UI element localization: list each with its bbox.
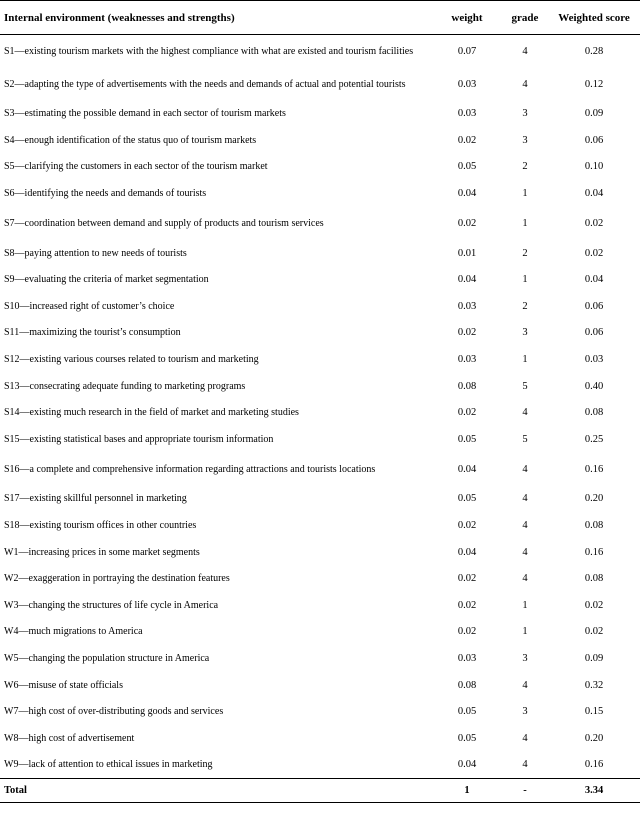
table-row	[0, 266, 640, 293]
grade-cell: 4	[522, 732, 528, 744]
weight-cell: 0.03	[457, 108, 477, 120]
table-row	[0, 725, 640, 752]
weight-cell: 0.02	[457, 573, 477, 585]
table-row	[0, 320, 640, 347]
score-cell: 0.12	[584, 78, 604, 90]
weight-cell: 0.02	[457, 407, 477, 419]
grade-cell: 4	[522, 759, 528, 771]
grade-cell: 1	[522, 354, 528, 366]
weight-cell: 0.02	[457, 217, 477, 229]
grade-cell: 4	[522, 679, 528, 691]
header-grade: grade	[511, 11, 539, 24]
score-cell: 0.28	[584, 45, 604, 57]
factor-cell: S3—estimating the possible demand in each sector of tourism markets	[4, 108, 286, 120]
weight-cell: 0.03	[457, 354, 477, 366]
grade-cell: 1	[522, 274, 528, 286]
grade-cell: 1	[522, 626, 528, 638]
weight-cell: 0.05	[457, 732, 477, 744]
factor-cell: S11—maximizing the tourist’s consumption	[4, 327, 181, 339]
weight-cell: 0.04	[457, 546, 477, 558]
weight-cell: 0.08	[457, 380, 477, 392]
factor-cell: S13—consecrating adequate funding to marketing programs	[4, 380, 246, 392]
score-cell: 0.20	[584, 732, 604, 744]
total-weight: 1	[464, 784, 470, 796]
grade-cell: 5	[522, 433, 528, 445]
factor-cell: W1—increasing prices in some market segments	[4, 546, 200, 558]
weight-cell: 0.02	[457, 599, 477, 611]
weight-cell: 0.03	[457, 652, 477, 664]
factor-cell: W6—misuse of state officials	[4, 679, 123, 691]
grade-cell: 4	[522, 520, 528, 532]
score-cell: 0.09	[584, 108, 604, 120]
factor-cell: W8—high cost of advertisement	[4, 732, 135, 744]
score-cell: 0.04	[584, 188, 604, 200]
score-cell: 0.02	[584, 247, 604, 259]
grade-cell: 1	[522, 599, 528, 611]
factor-cell: S5—clarifying the customers in each sector of the tourism market	[4, 161, 268, 173]
score-cell: 0.40	[584, 380, 604, 392]
factor-cell: S14—existing much research in the field of market and marketing studies	[4, 407, 299, 419]
grade-cell: 4	[522, 45, 528, 57]
grade-cell: 4	[522, 546, 528, 558]
total-score: 3.34	[584, 784, 604, 796]
table-row	[0, 592, 640, 619]
grade-cell: 5	[522, 380, 528, 392]
table-row	[0, 127, 640, 154]
score-cell: 0.16	[584, 463, 604, 475]
header-row	[0, 1, 640, 35]
score-cell: 0.15	[584, 706, 604, 718]
header-score: Weighted score	[558, 11, 630, 24]
header-factor: Internal environment (weaknesses and strengths)	[4, 11, 235, 24]
table-row	[0, 101, 640, 128]
table-row	[0, 619, 640, 646]
factor-cell: S6—identifying the needs and demands of tourists	[4, 188, 207, 200]
grade-cell: 3	[522, 134, 528, 146]
table-row	[0, 154, 640, 181]
weight-cell: 0.03	[457, 300, 477, 312]
score-cell: 0.10	[584, 161, 604, 173]
table-row	[0, 565, 640, 592]
factor-cell: S9—evaluating the criteria of market segmentation	[4, 274, 209, 286]
factor-cell: S15—existing statistical bases and appropriate tourism information	[4, 433, 274, 445]
score-cell: 0.08	[584, 520, 604, 532]
table-row	[0, 346, 640, 373]
score-cell: 0.20	[584, 493, 604, 505]
grade-cell: 4	[522, 493, 528, 505]
table-row	[0, 180, 640, 207]
grade-cell: 2	[522, 161, 528, 173]
table-row	[0, 453, 640, 486]
table-row	[0, 240, 640, 267]
header-weight: weight	[451, 11, 483, 24]
table-row	[0, 207, 640, 240]
grade-cell: 3	[522, 108, 528, 120]
factor-cell: S1—existing tourism markets with the highest compliance with what are existed and tourism facilities	[4, 45, 414, 57]
weight-cell: 0.01	[457, 247, 477, 259]
weight-cell: 0.03	[457, 78, 477, 90]
table-row	[0, 512, 640, 539]
grade-cell: 4	[522, 463, 528, 475]
table-row	[0, 426, 640, 453]
factor-cell: S12—existing various courses related to tourism and marketing	[4, 354, 259, 366]
score-cell: 0.08	[584, 407, 604, 419]
table-row	[0, 68, 640, 101]
table-row	[0, 645, 640, 672]
score-cell: 0.04	[584, 274, 604, 286]
total-grade: -	[523, 784, 527, 796]
weight-cell: 0.02	[457, 134, 477, 146]
weight-cell: 0.04	[457, 463, 477, 475]
score-cell: 0.02	[584, 626, 604, 638]
score-cell: 0.02	[584, 599, 604, 611]
grade-cell: 1	[522, 217, 528, 229]
factor-cell: W3—changing the structures of life cycle in America	[4, 599, 219, 611]
score-cell: 0.06	[584, 327, 604, 339]
factor-cell: S8—paying attention to new needs of tourists	[4, 247, 187, 259]
grade-cell: 2	[522, 247, 528, 259]
factor-cell: S7—coordination between demand and supply of products and tourism services	[4, 217, 324, 229]
grade-cell: 3	[522, 706, 528, 718]
factor-cell: W5—changing the population structure in America	[4, 652, 210, 664]
weight-cell: 0.05	[457, 493, 477, 505]
table-row	[0, 293, 640, 320]
table-row	[0, 399, 640, 426]
table-row	[0, 672, 640, 699]
score-cell: 0.09	[584, 652, 604, 664]
weight-cell: 0.07	[457, 45, 477, 57]
score-cell: 0.16	[584, 546, 604, 558]
weight-cell: 0.04	[457, 274, 477, 286]
table-row	[0, 752, 640, 779]
weight-cell: 0.02	[457, 327, 477, 339]
score-cell: 0.06	[584, 300, 604, 312]
grade-cell: 2	[522, 300, 528, 312]
total-row	[0, 778, 640, 802]
score-cell: 0.25	[584, 433, 604, 445]
weight-cell: 0.02	[457, 626, 477, 638]
score-cell: 0.32	[584, 679, 604, 691]
table-row	[0, 698, 640, 725]
score-cell: 0.16	[584, 759, 604, 771]
grade-cell: 4	[522, 573, 528, 585]
factor-cell: S2—adapting the type of advertisements with the needs and demands of actual and potential tourists	[4, 78, 406, 90]
factor-cell: S4—enough identification of the status quo of tourism markets	[4, 134, 257, 146]
weight-cell: 0.05	[457, 161, 477, 173]
total-label: Total	[4, 784, 27, 796]
score-cell: 0.03	[584, 354, 604, 366]
weight-cell: 0.04	[457, 759, 477, 771]
weight-cell: 0.02	[457, 520, 477, 532]
table-body	[0, 35, 640, 779]
factor-cell: S18—existing tourism offices in other countries	[4, 520, 197, 532]
weight-cell: 0.08	[457, 679, 477, 691]
grade-cell: 4	[522, 78, 528, 90]
score-cell: 0.06	[584, 134, 604, 146]
factor-cell: W4—much migrations to America	[4, 626, 143, 638]
factor-cell: W9—lack of attention to ethical issues in marketing	[4, 759, 213, 771]
table-row	[0, 486, 640, 513]
grade-cell: 3	[522, 327, 528, 339]
score-cell: 0.08	[584, 573, 604, 585]
factor-cell: W2—exaggeration in portraying the destination features	[4, 573, 230, 585]
grade-cell: 3	[522, 652, 528, 664]
grade-cell: 4	[522, 407, 528, 419]
table-row	[0, 539, 640, 566]
weight-cell: 0.05	[457, 706, 477, 718]
weight-cell: 0.05	[457, 433, 477, 445]
table-row	[0, 35, 640, 68]
score-cell: 0.02	[584, 217, 604, 229]
factor-cell: S10—increased right of customer’s choice	[4, 300, 175, 312]
factor-cell: S16—a complete and comprehensive information regarding attractions and tourists locations	[4, 463, 376, 475]
grade-cell: 1	[522, 188, 528, 200]
factor-cell: S17—existing skillful personnel in marketing	[4, 493, 187, 505]
table-row	[0, 373, 640, 400]
factor-cell: W7—high cost of over-distributing goods and services	[4, 706, 224, 718]
weight-cell: 0.04	[457, 188, 477, 200]
